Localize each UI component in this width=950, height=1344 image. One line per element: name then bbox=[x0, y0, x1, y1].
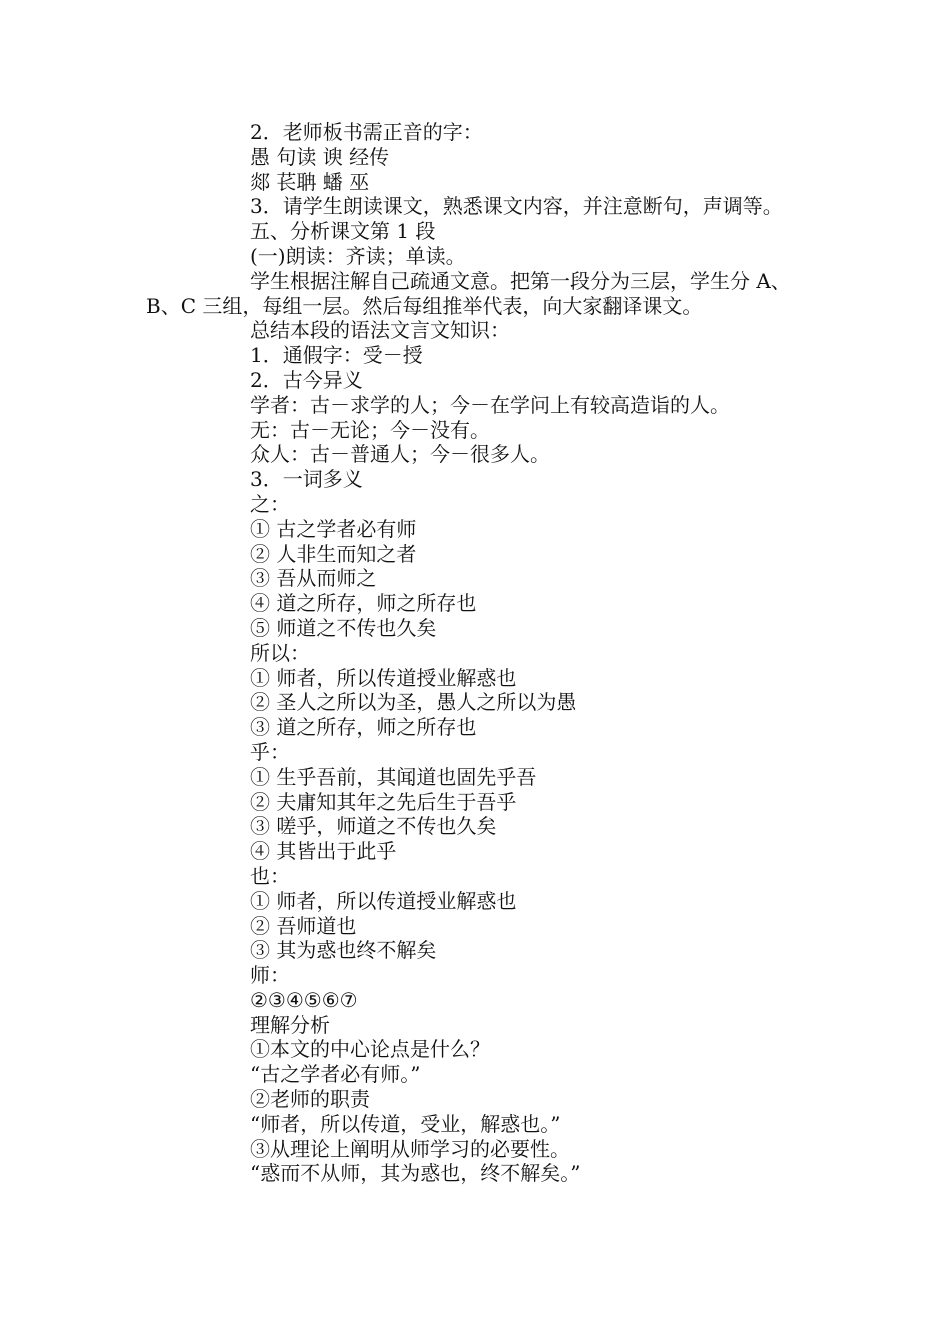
text-line: 理解分析 bbox=[250, 1012, 330, 1037]
text-line: ④ 其皆出于此乎 bbox=[250, 839, 397, 864]
text-line: ④ 道之所存，师之所存也 bbox=[250, 591, 477, 616]
text-line: 2．古今异义 bbox=[250, 367, 363, 392]
text-line: ③从理论上阐明从师学习的必要性。 bbox=[250, 1136, 570, 1161]
text-line: 师： bbox=[250, 963, 290, 988]
text-line: ⑤ 师道之不传也久矣 bbox=[250, 615, 437, 640]
text-line: 愚 句读 谀 经传 bbox=[250, 144, 390, 169]
document-body bbox=[146, 120, 808, 1186]
text-line: “师者，所以传道，受业，解惑也。” bbox=[250, 1111, 561, 1136]
text-line: ② 吾师道也 bbox=[250, 913, 357, 938]
text-line: 所以： bbox=[250, 640, 310, 665]
text-line: ① 生乎吾前，其闻道也固先乎吾 bbox=[250, 764, 537, 789]
text-line: “古之学者必有师。” bbox=[250, 1062, 421, 1087]
text-line: 郯 苌聃 蟠 巫 bbox=[250, 169, 370, 194]
text-line: ③ 吾从而师之 bbox=[250, 566, 377, 591]
text-line: ①本文的中心论点是什么？ bbox=[250, 1037, 490, 1062]
text-line: ② 夫庸知其年之先后生于吾乎 bbox=[250, 789, 517, 814]
text-line: 1．通假字：受－授 bbox=[250, 343, 423, 368]
text-line: ② 人非生而知之者 bbox=[250, 541, 417, 566]
text-line: ① 古之学者必有师 bbox=[250, 516, 417, 541]
text-line: ②③④⑤⑥⑦ bbox=[250, 987, 358, 1012]
text-line: 乎： bbox=[250, 739, 290, 764]
text-line: ②老师的职责 bbox=[250, 1087, 370, 1112]
text-line: 众人：古－普通人；今－很多人。 bbox=[250, 442, 550, 467]
text-line: ③ 道之所存，师之所存也 bbox=[250, 715, 477, 740]
text-line: ③ 其为惑也终不解矣 bbox=[250, 938, 437, 963]
text-line: 总结本段的语法文言文知识： bbox=[250, 318, 510, 343]
text-line: 学生根据注解自己疏通文意。把第一段分为三层，学生分 A、B、C 三组，每组一层。然后每组推举代表，向大家翻译课文。 bbox=[146, 268, 791, 318]
text-line: ① 师者，所以传道授业解惑也 bbox=[250, 888, 517, 913]
text-line: 2．老师板书需正音的字： bbox=[250, 120, 483, 144]
text-line: 之： bbox=[250, 491, 290, 516]
text-line: 学者：古－求学的人；今－在学问上有较高造诣的人。 bbox=[250, 392, 730, 417]
text-line: ② 圣人之所以为圣，愚人之所以为愚 bbox=[250, 690, 577, 715]
text-line: 也： bbox=[250, 863, 290, 888]
text-line: ③ 嗟乎，师道之不传也久矣 bbox=[250, 814, 497, 839]
text-line: (一)朗读：齐读；单读。 bbox=[250, 243, 466, 268]
text-line: 无：古－无论；今－没有。 bbox=[250, 417, 490, 442]
text-line: 五、分析课文第 1 段 bbox=[250, 219, 436, 244]
text-line: 3．一词多义 bbox=[250, 467, 363, 492]
text-line: 3．请学生朗读课文，熟悉课文内容，并注意断句，声调等。 bbox=[250, 194, 783, 219]
text-line: ① 师者，所以传道授业解惑也 bbox=[250, 665, 517, 690]
text-line: “惑而不从师，其为惑也，终不解矣。” bbox=[250, 1161, 581, 1186]
